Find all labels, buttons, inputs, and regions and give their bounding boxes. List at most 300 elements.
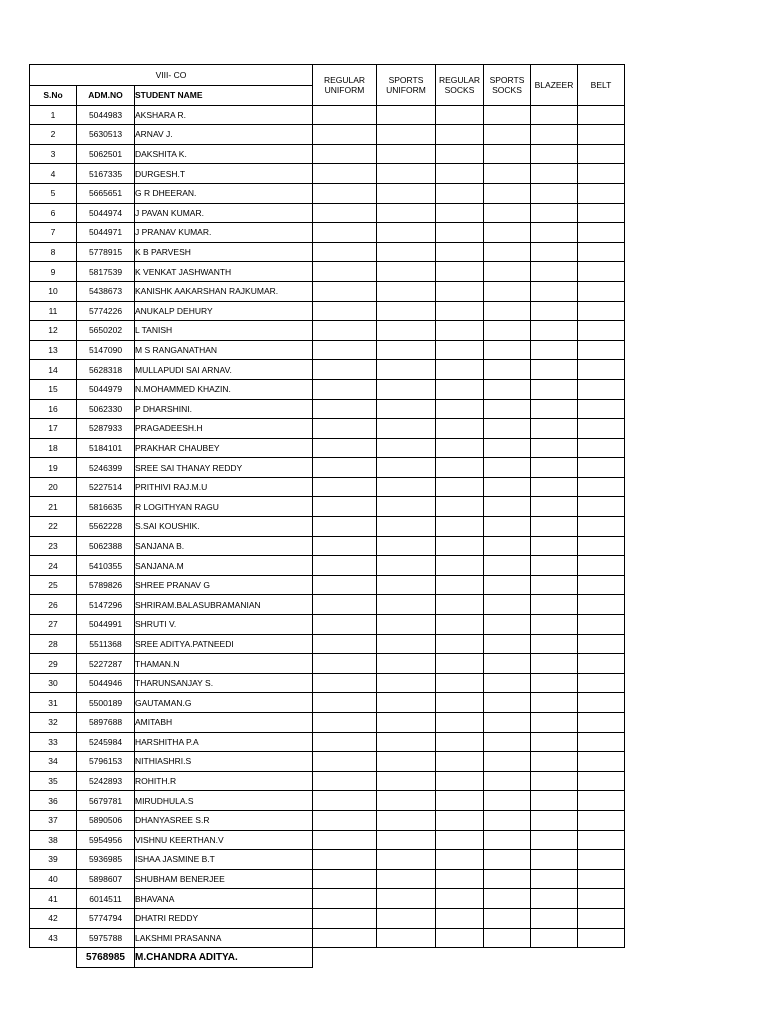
item-check-cell[interactable] bbox=[578, 556, 625, 576]
item-check-cell[interactable] bbox=[578, 673, 625, 693]
item-check-cell[interactable] bbox=[484, 732, 531, 752]
item-check-cell[interactable] bbox=[377, 321, 436, 341]
student-name-cell: MIRUDHULA.S bbox=[135, 791, 313, 811]
item-check-cell[interactable] bbox=[531, 144, 578, 164]
item-check-cell[interactable] bbox=[531, 791, 578, 811]
item-check-cell[interactable] bbox=[578, 360, 625, 380]
table-row bbox=[30, 164, 625, 184]
item-check-cell[interactable] bbox=[578, 438, 625, 458]
serial-number-cell: 39 bbox=[30, 850, 77, 870]
item-check-cell[interactable] bbox=[377, 889, 436, 909]
item-check-cell[interactable] bbox=[531, 654, 578, 674]
item-check-cell[interactable] bbox=[313, 536, 377, 556]
item-check-cell[interactable] bbox=[313, 477, 377, 497]
item-check-cell[interactable] bbox=[484, 752, 531, 772]
item-check-cell[interactable] bbox=[436, 615, 484, 635]
item-check-cell[interactable] bbox=[531, 379, 578, 399]
item-check-cell[interactable] bbox=[578, 889, 625, 909]
item-check-cell[interactable] bbox=[377, 164, 436, 184]
table-row bbox=[30, 850, 625, 870]
item-check-cell[interactable] bbox=[313, 713, 377, 733]
item-check-cell[interactable] bbox=[578, 301, 625, 321]
item-check-cell[interactable] bbox=[377, 556, 436, 576]
item-check-cell[interactable] bbox=[313, 850, 377, 870]
table-row bbox=[30, 301, 625, 321]
item-check-cell[interactable] bbox=[436, 340, 484, 360]
item-check-cell[interactable] bbox=[313, 321, 377, 341]
item-check-cell[interactable] bbox=[313, 732, 377, 752]
item-check-cell[interactable] bbox=[377, 379, 436, 399]
item-check-cell[interactable] bbox=[578, 771, 625, 791]
item-check-cell[interactable] bbox=[484, 693, 531, 713]
item-check-cell[interactable] bbox=[436, 713, 484, 733]
item-check-cell[interactable] bbox=[436, 595, 484, 615]
item-check-cell[interactable] bbox=[377, 850, 436, 870]
item-check-cell[interactable] bbox=[578, 477, 625, 497]
item-check-cell[interactable] bbox=[578, 595, 625, 615]
item-check-cell[interactable] bbox=[578, 105, 625, 125]
admission-number-cell: 5954956 bbox=[77, 830, 135, 850]
item-check-cell[interactable] bbox=[377, 399, 436, 419]
item-check-cell[interactable] bbox=[436, 575, 484, 595]
item-check-cell[interactable] bbox=[436, 517, 484, 537]
item-check-cell[interactable] bbox=[313, 517, 377, 537]
item-check-cell[interactable] bbox=[578, 575, 625, 595]
item-check-cell[interactable] bbox=[313, 203, 377, 223]
item-check-cell[interactable] bbox=[484, 125, 531, 145]
item-check-cell[interactable] bbox=[531, 673, 578, 693]
item-check-cell[interactable] bbox=[531, 203, 578, 223]
blank-cell bbox=[578, 948, 625, 968]
item-check-cell[interactable] bbox=[484, 517, 531, 537]
item-check-cell[interactable] bbox=[578, 183, 625, 203]
item-check-cell[interactable] bbox=[484, 575, 531, 595]
item-check-cell[interactable] bbox=[484, 399, 531, 419]
item-check-cell[interactable] bbox=[484, 164, 531, 184]
item-check-cell[interactable] bbox=[578, 810, 625, 830]
item-check-cell[interactable] bbox=[531, 164, 578, 184]
student-name-cell: PRITHIVI RAJ.M.U bbox=[135, 477, 313, 497]
item-check-cell[interactable] bbox=[313, 419, 377, 439]
item-check-cell[interactable] bbox=[436, 321, 484, 341]
item-check-cell[interactable] bbox=[531, 889, 578, 909]
item-check-cell[interactable] bbox=[436, 889, 484, 909]
item-check-cell[interactable] bbox=[578, 497, 625, 517]
item-check-cell[interactable] bbox=[531, 575, 578, 595]
item-check-cell[interactable] bbox=[377, 752, 436, 772]
item-check-cell[interactable] bbox=[484, 889, 531, 909]
item-check-cell[interactable] bbox=[531, 321, 578, 341]
item-check-cell[interactable] bbox=[531, 536, 578, 556]
item-check-cell[interactable] bbox=[531, 438, 578, 458]
item-check-cell[interactable] bbox=[313, 281, 377, 301]
item-check-cell[interactable] bbox=[484, 830, 531, 850]
item-check-cell[interactable] bbox=[531, 517, 578, 537]
item-check-cell[interactable] bbox=[313, 497, 377, 517]
item-check-cell[interactable] bbox=[578, 615, 625, 635]
item-check-cell[interactable] bbox=[531, 595, 578, 615]
item-check-cell[interactable] bbox=[313, 928, 377, 948]
item-check-cell[interactable] bbox=[484, 301, 531, 321]
item-check-cell[interactable] bbox=[531, 497, 578, 517]
item-check-cell[interactable] bbox=[531, 458, 578, 478]
item-check-cell[interactable] bbox=[578, 340, 625, 360]
item-check-cell[interactable] bbox=[531, 830, 578, 850]
item-check-cell[interactable] bbox=[377, 654, 436, 674]
serial-number-cell: 41 bbox=[30, 889, 77, 909]
item-check-cell[interactable] bbox=[436, 262, 484, 282]
item-check-cell[interactable] bbox=[484, 673, 531, 693]
item-check-cell[interactable] bbox=[436, 281, 484, 301]
item-check-cell[interactable] bbox=[578, 869, 625, 889]
item-check-cell[interactable] bbox=[531, 360, 578, 380]
item-check-cell[interactable] bbox=[531, 634, 578, 654]
item-check-cell[interactable] bbox=[313, 771, 377, 791]
item-check-cell[interactable] bbox=[436, 771, 484, 791]
item-check-cell[interactable] bbox=[484, 536, 531, 556]
item-check-cell[interactable] bbox=[578, 752, 625, 772]
item-check-cell[interactable] bbox=[484, 321, 531, 341]
item-check-cell[interactable] bbox=[531, 340, 578, 360]
item-check-cell[interactable] bbox=[578, 125, 625, 145]
item-check-cell[interactable] bbox=[436, 830, 484, 850]
blank-cell bbox=[377, 948, 436, 968]
item-check-cell[interactable] bbox=[578, 419, 625, 439]
item-check-cell[interactable] bbox=[484, 556, 531, 576]
item-check-cell[interactable] bbox=[313, 575, 377, 595]
table-row bbox=[30, 830, 625, 850]
item-check-cell[interactable] bbox=[531, 399, 578, 419]
item-check-cell[interactable] bbox=[531, 105, 578, 125]
item-check-cell[interactable] bbox=[377, 536, 436, 556]
item-check-cell[interactable] bbox=[377, 810, 436, 830]
item-check-cell[interactable] bbox=[436, 223, 484, 243]
item-check-cell[interactable] bbox=[436, 477, 484, 497]
item-check-cell[interactable] bbox=[313, 379, 377, 399]
admission-number-cell: 5062330 bbox=[77, 399, 135, 419]
item-check-cell[interactable] bbox=[531, 125, 578, 145]
item-check-cell[interactable] bbox=[377, 693, 436, 713]
item-check-cell[interactable] bbox=[484, 791, 531, 811]
item-check-cell[interactable] bbox=[377, 869, 436, 889]
item-check-cell[interactable] bbox=[436, 360, 484, 380]
item-check-cell[interactable] bbox=[313, 458, 377, 478]
item-check-cell[interactable] bbox=[436, 379, 484, 399]
item-check-cell[interactable] bbox=[531, 869, 578, 889]
item-check-cell[interactable] bbox=[377, 713, 436, 733]
item-check-cell[interactable] bbox=[578, 536, 625, 556]
item-check-cell[interactable] bbox=[531, 850, 578, 870]
item-check-cell[interactable] bbox=[578, 203, 625, 223]
item-check-cell[interactable] bbox=[484, 908, 531, 928]
item-check-cell[interactable] bbox=[377, 928, 436, 948]
table-row bbox=[30, 908, 625, 928]
item-check-cell[interactable] bbox=[313, 810, 377, 830]
item-check-cell[interactable] bbox=[578, 379, 625, 399]
item-check-cell[interactable] bbox=[484, 458, 531, 478]
item-check-cell[interactable] bbox=[484, 497, 531, 517]
item-check-cell[interactable] bbox=[484, 438, 531, 458]
item-check-cell[interactable] bbox=[377, 438, 436, 458]
item-check-cell[interactable] bbox=[377, 595, 436, 615]
item-check-cell[interactable] bbox=[484, 203, 531, 223]
item-check-cell[interactable] bbox=[436, 301, 484, 321]
item-check-cell[interactable] bbox=[484, 869, 531, 889]
item-check-cell[interactable] bbox=[313, 262, 377, 282]
item-check-cell[interactable] bbox=[313, 242, 377, 262]
item-check-cell[interactable] bbox=[377, 144, 436, 164]
item-check-cell[interactable] bbox=[313, 438, 377, 458]
item-check-cell[interactable] bbox=[313, 301, 377, 321]
item-check-cell[interactable] bbox=[531, 752, 578, 772]
item-check-cell[interactable] bbox=[313, 693, 377, 713]
student-name-cell: SANJANA B. bbox=[135, 536, 313, 556]
header-sports-socks bbox=[484, 65, 531, 106]
item-check-cell[interactable] bbox=[313, 752, 377, 772]
item-check-cell[interactable] bbox=[313, 399, 377, 419]
item-check-cell[interactable] bbox=[578, 732, 625, 752]
item-check-cell[interactable] bbox=[436, 536, 484, 556]
item-check-cell[interactable] bbox=[484, 634, 531, 654]
item-check-cell[interactable] bbox=[313, 164, 377, 184]
item-check-cell[interactable] bbox=[313, 360, 377, 380]
item-check-cell[interactable] bbox=[377, 458, 436, 478]
item-check-cell[interactable] bbox=[578, 281, 625, 301]
item-check-cell[interactable] bbox=[377, 575, 436, 595]
item-check-cell[interactable] bbox=[484, 183, 531, 203]
serial-number-cell: 31 bbox=[30, 693, 77, 713]
item-check-cell[interactable] bbox=[531, 771, 578, 791]
item-check-cell[interactable] bbox=[436, 458, 484, 478]
item-check-cell[interactable] bbox=[377, 125, 436, 145]
item-check-cell[interactable] bbox=[436, 203, 484, 223]
item-check-cell[interactable] bbox=[484, 360, 531, 380]
item-check-cell[interactable] bbox=[436, 438, 484, 458]
item-check-cell[interactable] bbox=[484, 262, 531, 282]
item-check-cell[interactable] bbox=[484, 713, 531, 733]
student-name-cell: L TANISH bbox=[135, 321, 313, 341]
item-check-cell[interactable] bbox=[436, 144, 484, 164]
admission-number-cell: 5789826 bbox=[77, 575, 135, 595]
item-check-cell[interactable] bbox=[313, 556, 377, 576]
item-check-cell[interactable] bbox=[531, 908, 578, 928]
item-check-cell[interactable] bbox=[484, 810, 531, 830]
serial-number-cell: 10 bbox=[30, 281, 77, 301]
item-check-cell[interactable] bbox=[484, 144, 531, 164]
item-check-cell[interactable] bbox=[531, 281, 578, 301]
table-row bbox=[30, 419, 625, 439]
item-check-cell[interactable] bbox=[313, 634, 377, 654]
item-check-cell[interactable] bbox=[578, 713, 625, 733]
admission-number-cell: 6014511 bbox=[77, 889, 135, 909]
blank-cell bbox=[484, 948, 531, 968]
item-check-cell[interactable] bbox=[484, 654, 531, 674]
item-check-cell[interactable] bbox=[377, 771, 436, 791]
item-check-cell[interactable] bbox=[484, 242, 531, 262]
item-check-cell[interactable] bbox=[578, 144, 625, 164]
item-check-cell[interactable] bbox=[436, 125, 484, 145]
item-check-cell[interactable] bbox=[377, 262, 436, 282]
item-check-cell[interactable] bbox=[313, 615, 377, 635]
item-check-cell[interactable] bbox=[436, 791, 484, 811]
item-check-cell[interactable] bbox=[377, 517, 436, 537]
item-check-cell[interactable] bbox=[313, 654, 377, 674]
item-check-cell[interactable] bbox=[377, 673, 436, 693]
admission-number-cell: 5796153 bbox=[77, 752, 135, 772]
student-name-cell: DHANYASREE S.R bbox=[135, 810, 313, 830]
item-check-cell[interactable] bbox=[436, 869, 484, 889]
item-check-cell[interactable] bbox=[484, 595, 531, 615]
student-name-cell: SHRUTI V. bbox=[135, 615, 313, 635]
item-check-cell[interactable] bbox=[436, 242, 484, 262]
item-check-cell[interactable] bbox=[578, 693, 625, 713]
item-check-cell[interactable] bbox=[436, 654, 484, 674]
item-check-cell[interactable] bbox=[377, 908, 436, 928]
item-check-cell[interactable] bbox=[377, 419, 436, 439]
item-check-cell[interactable] bbox=[436, 850, 484, 870]
item-check-cell[interactable] bbox=[377, 183, 436, 203]
table-row bbox=[30, 810, 625, 830]
item-check-cell[interactable] bbox=[436, 928, 484, 948]
serial-number-cell: 23 bbox=[30, 536, 77, 556]
table-row bbox=[30, 281, 625, 301]
serial-number-cell: 20 bbox=[30, 477, 77, 497]
serial-number-cell: 12 bbox=[30, 321, 77, 341]
student-name-cell: MULLAPUDI SAI ARNAV. bbox=[135, 360, 313, 380]
item-check-cell[interactable] bbox=[484, 105, 531, 125]
item-check-cell[interactable] bbox=[578, 850, 625, 870]
item-check-cell[interactable] bbox=[436, 673, 484, 693]
item-check-cell[interactable] bbox=[436, 497, 484, 517]
item-check-cell[interactable] bbox=[436, 634, 484, 654]
item-check-cell[interactable] bbox=[377, 830, 436, 850]
item-check-cell[interactable] bbox=[313, 105, 377, 125]
item-check-cell[interactable] bbox=[484, 771, 531, 791]
item-check-cell[interactable] bbox=[436, 732, 484, 752]
item-check-cell[interactable] bbox=[377, 615, 436, 635]
item-check-cell[interactable] bbox=[578, 517, 625, 537]
item-check-cell[interactable] bbox=[484, 379, 531, 399]
item-check-cell[interactable] bbox=[377, 360, 436, 380]
item-check-cell[interactable] bbox=[377, 242, 436, 262]
admission-number-cell: 5246399 bbox=[77, 458, 135, 478]
item-check-cell[interactable] bbox=[531, 262, 578, 282]
item-check-cell[interactable] bbox=[484, 928, 531, 948]
item-check-cell[interactable] bbox=[313, 791, 377, 811]
item-check-cell[interactable] bbox=[531, 477, 578, 497]
item-check-cell[interactable] bbox=[377, 634, 436, 654]
item-check-cell[interactable] bbox=[531, 223, 578, 243]
item-check-cell[interactable] bbox=[578, 654, 625, 674]
item-check-cell[interactable] bbox=[436, 183, 484, 203]
item-check-cell[interactable] bbox=[436, 556, 484, 576]
item-check-cell[interactable] bbox=[578, 791, 625, 811]
item-check-cell[interactable] bbox=[313, 144, 377, 164]
header-item-line: SOCKS bbox=[492, 84, 522, 95]
item-check-cell[interactable] bbox=[531, 713, 578, 733]
item-check-cell[interactable] bbox=[484, 477, 531, 497]
item-check-cell[interactable] bbox=[578, 399, 625, 419]
item-check-cell[interactable] bbox=[578, 830, 625, 850]
item-check-cell[interactable] bbox=[578, 242, 625, 262]
item-check-cell[interactable] bbox=[578, 928, 625, 948]
item-check-cell[interactable] bbox=[531, 301, 578, 321]
header-item-line: UNIFORM bbox=[324, 84, 365, 95]
item-check-cell[interactable] bbox=[531, 615, 578, 635]
item-check-cell[interactable] bbox=[484, 340, 531, 360]
item-check-cell[interactable] bbox=[531, 928, 578, 948]
item-check-cell[interactable] bbox=[313, 340, 377, 360]
header-item-line: SOCKS bbox=[444, 84, 475, 95]
item-check-cell[interactable] bbox=[313, 908, 377, 928]
item-check-cell[interactable] bbox=[377, 732, 436, 752]
item-check-cell[interactable] bbox=[436, 105, 484, 125]
table-row bbox=[30, 497, 625, 517]
student-name-cell: M.CHANDRA ADITYA. bbox=[135, 948, 313, 968]
item-check-cell[interactable] bbox=[377, 301, 436, 321]
student-name-cell: ARNAV J. bbox=[135, 125, 313, 145]
item-check-cell[interactable] bbox=[377, 281, 436, 301]
item-check-cell[interactable] bbox=[377, 477, 436, 497]
student-name-cell: ANUKALP DEHURY bbox=[135, 301, 313, 321]
item-check-cell[interactable] bbox=[313, 889, 377, 909]
item-check-cell[interactable] bbox=[436, 810, 484, 830]
item-check-cell[interactable] bbox=[484, 850, 531, 870]
item-check-cell[interactable] bbox=[377, 497, 436, 517]
item-check-cell[interactable] bbox=[531, 242, 578, 262]
item-check-cell[interactable] bbox=[436, 908, 484, 928]
item-check-cell[interactable] bbox=[484, 419, 531, 439]
item-check-cell[interactable] bbox=[377, 340, 436, 360]
item-check-cell[interactable] bbox=[578, 164, 625, 184]
item-check-cell[interactable] bbox=[578, 321, 625, 341]
item-check-cell[interactable] bbox=[436, 399, 484, 419]
item-check-cell[interactable] bbox=[578, 223, 625, 243]
item-check-cell[interactable] bbox=[313, 869, 377, 889]
table-row bbox=[30, 321, 625, 341]
item-check-cell[interactable] bbox=[578, 458, 625, 478]
item-check-cell[interactable] bbox=[484, 281, 531, 301]
item-check-cell[interactable] bbox=[578, 634, 625, 654]
item-check-cell[interactable] bbox=[531, 810, 578, 830]
item-check-cell[interactable] bbox=[313, 595, 377, 615]
item-check-cell[interactable] bbox=[578, 262, 625, 282]
item-check-cell[interactable] bbox=[313, 223, 377, 243]
item-check-cell[interactable] bbox=[531, 732, 578, 752]
table-row bbox=[30, 556, 625, 576]
item-check-cell[interactable] bbox=[313, 125, 377, 145]
header-belt bbox=[578, 65, 625, 106]
item-check-cell[interactable] bbox=[578, 908, 625, 928]
item-check-cell[interactable] bbox=[436, 752, 484, 772]
item-check-cell[interactable] bbox=[377, 223, 436, 243]
item-check-cell[interactable] bbox=[484, 223, 531, 243]
item-check-cell[interactable] bbox=[313, 183, 377, 203]
item-check-cell[interactable] bbox=[377, 203, 436, 223]
item-check-cell[interactable] bbox=[436, 419, 484, 439]
item-check-cell[interactable] bbox=[436, 693, 484, 713]
item-check-cell[interactable] bbox=[377, 791, 436, 811]
item-check-cell[interactable] bbox=[531, 419, 578, 439]
item-check-cell[interactable] bbox=[436, 164, 484, 184]
item-check-cell[interactable] bbox=[531, 183, 578, 203]
item-check-cell[interactable] bbox=[313, 830, 377, 850]
item-check-cell[interactable] bbox=[531, 693, 578, 713]
item-check-cell[interactable] bbox=[377, 105, 436, 125]
item-check-cell[interactable] bbox=[313, 673, 377, 693]
item-check-cell[interactable] bbox=[531, 556, 578, 576]
item-check-cell[interactable] bbox=[484, 615, 531, 635]
